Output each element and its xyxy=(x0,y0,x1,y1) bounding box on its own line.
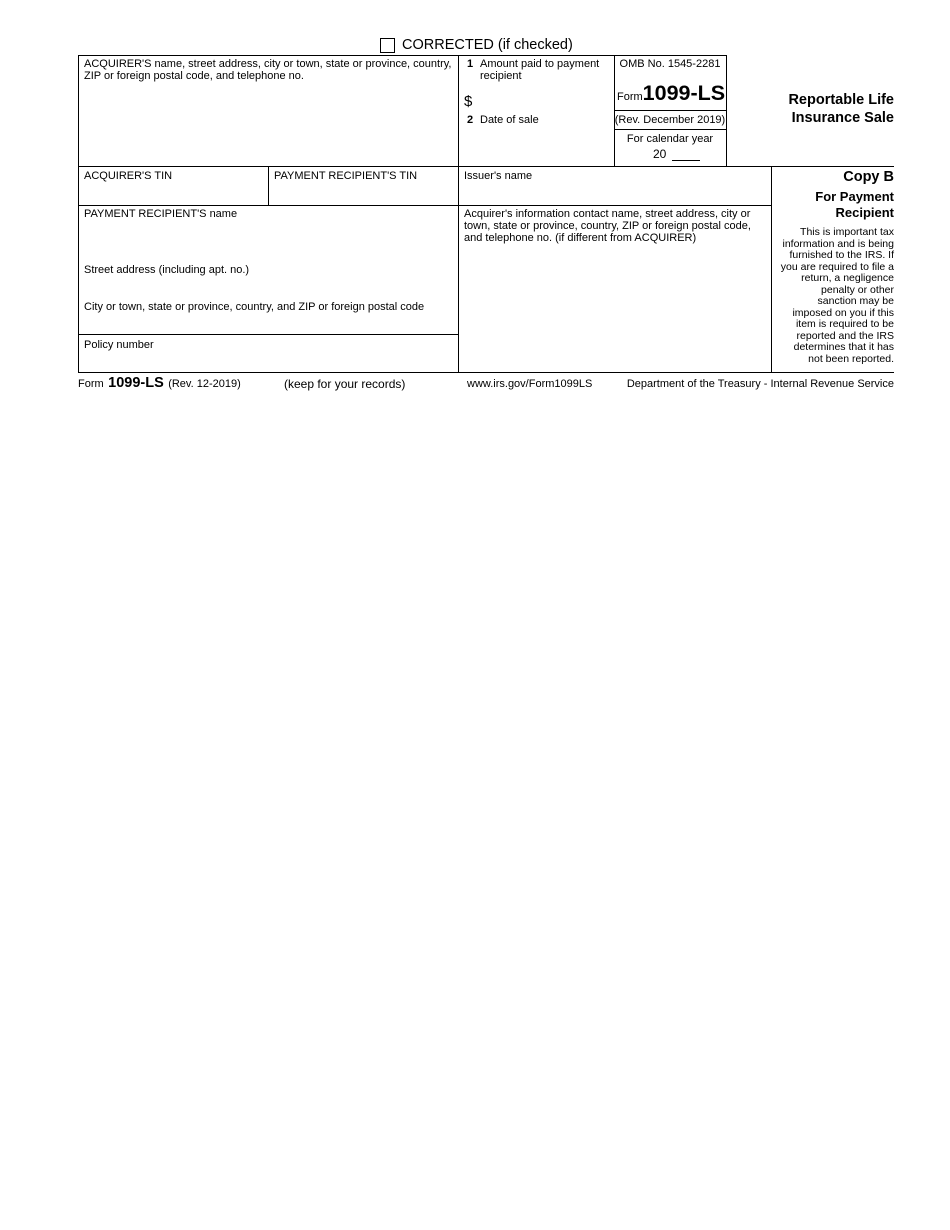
calendar-year-prefix: 20 xyxy=(653,147,667,161)
street-field[interactable] xyxy=(84,278,454,298)
notice-line: sanction may be xyxy=(817,295,894,307)
corrected-checkbox[interactable] xyxy=(380,38,395,53)
footer-form-number: 1099-LS xyxy=(108,375,164,391)
recipient-tin-field[interactable] xyxy=(274,184,454,202)
acquirer-contact-field[interactable] xyxy=(464,248,766,368)
notice-line: item is required to be xyxy=(795,318,894,330)
footer-form-id xyxy=(78,374,241,392)
city-field[interactable] xyxy=(84,315,454,332)
recipient-name-field[interactable] xyxy=(84,222,454,260)
revision-date: (Rev. December 2019) xyxy=(614,114,726,126)
notice-line: penalty or other xyxy=(821,283,894,296)
acquirer-contact-label: Acquirer's information contact name, street address, city or town, state or province, country, ZIP or foreign postal code, and telephone no. (if different from ACQUIRER) xyxy=(464,208,751,244)
issuer-name-field[interactable] xyxy=(464,184,766,202)
copy-subtitle-line1: For Payment xyxy=(815,189,894,204)
calendar-year-block xyxy=(653,147,666,161)
omb-right-divider xyxy=(726,55,727,166)
notice-line: reported and the IRS xyxy=(796,329,894,342)
row2-bottom-border xyxy=(78,205,771,206)
street-label: Street address (including apt. no.) xyxy=(84,264,250,276)
calendar-year-label: For calendar year xyxy=(626,133,714,145)
box2-date-field[interactable] xyxy=(464,130,610,162)
acquirer-tin-label: ACQUIRER'S TIN xyxy=(84,170,173,182)
notice-line: not been reported. xyxy=(808,352,894,365)
copy-title: Copy B xyxy=(843,169,894,185)
left-border xyxy=(78,55,79,372)
copy-subtitle xyxy=(776,189,894,220)
calendar-year-field[interactable] xyxy=(672,147,700,161)
box1-number: 1 xyxy=(467,58,474,70)
footer-keep-note: (keep for your records) xyxy=(284,377,406,391)
form-number: 1099-LS xyxy=(642,81,726,105)
middle-divider xyxy=(458,55,459,372)
box1-amount-field[interactable] xyxy=(478,92,610,110)
policy-number-label: Policy number xyxy=(84,339,154,351)
notice-line: you are required to file a xyxy=(780,260,894,273)
form-word: Form xyxy=(617,91,643,103)
corrected-label: CORRECTED (if checked) xyxy=(402,37,573,53)
issuer-name-label: Issuer's name xyxy=(464,170,533,182)
notice-line: furnished to the IRS. If xyxy=(789,249,894,261)
notice-line: This is important tax xyxy=(800,226,894,238)
form-title xyxy=(740,91,894,127)
form-title-line1: Reportable Life xyxy=(788,92,894,108)
footer-department: Department of the Treasury - Internal Revenue Service xyxy=(626,378,894,390)
footer-form-word: Form xyxy=(78,378,104,390)
acquirer-field[interactable] xyxy=(84,88,452,162)
city-label: City or town, state or province, country, and ZIP or foreign postal code xyxy=(84,301,425,313)
recipient-tin-label: PAYMENT RECIPIENT'S TIN xyxy=(274,170,418,182)
form-number-underline xyxy=(614,110,726,111)
box2-label: Date of sale xyxy=(480,114,539,126)
box2-number: 2 xyxy=(467,114,474,126)
revision-underline xyxy=(614,129,726,130)
notice-line: return, a negligence xyxy=(801,272,894,284)
box1-label: Amount paid to payment recipient xyxy=(480,58,600,82)
tin-divider xyxy=(268,166,269,205)
top-border xyxy=(78,55,727,56)
box1-currency: $ xyxy=(464,93,473,110)
recipient-name-label: PAYMENT RECIPIENT'S name xyxy=(84,208,238,220)
acquirer-tin-field[interactable] xyxy=(84,184,264,202)
form-title-line2: Insurance Sale xyxy=(791,110,894,126)
notice-text xyxy=(766,227,894,365)
notice-line: imposed on you if this xyxy=(792,306,894,319)
footer-revision: (Rev. 12-2019) xyxy=(168,378,241,390)
notice-line: information and is being xyxy=(782,237,894,250)
policy-number-field[interactable] xyxy=(84,353,454,370)
omb-number: OMB No. 1545-2281 xyxy=(619,58,721,70)
acquirer-label: ACQUIRER'S name, street address, city or town, state or province, country, ZIP or foreign postal code, and telephone no. xyxy=(84,58,452,82)
form-title-block xyxy=(617,80,725,106)
footer-url[interactable]: www.irs.gov/Form1099LS xyxy=(467,378,593,390)
notice-line: determines that it has xyxy=(793,341,894,353)
bottom-border xyxy=(78,372,894,373)
copy-subtitle-line2: Recipient xyxy=(835,204,894,220)
policy-top-border xyxy=(78,334,458,335)
box1-right-divider xyxy=(614,55,615,166)
